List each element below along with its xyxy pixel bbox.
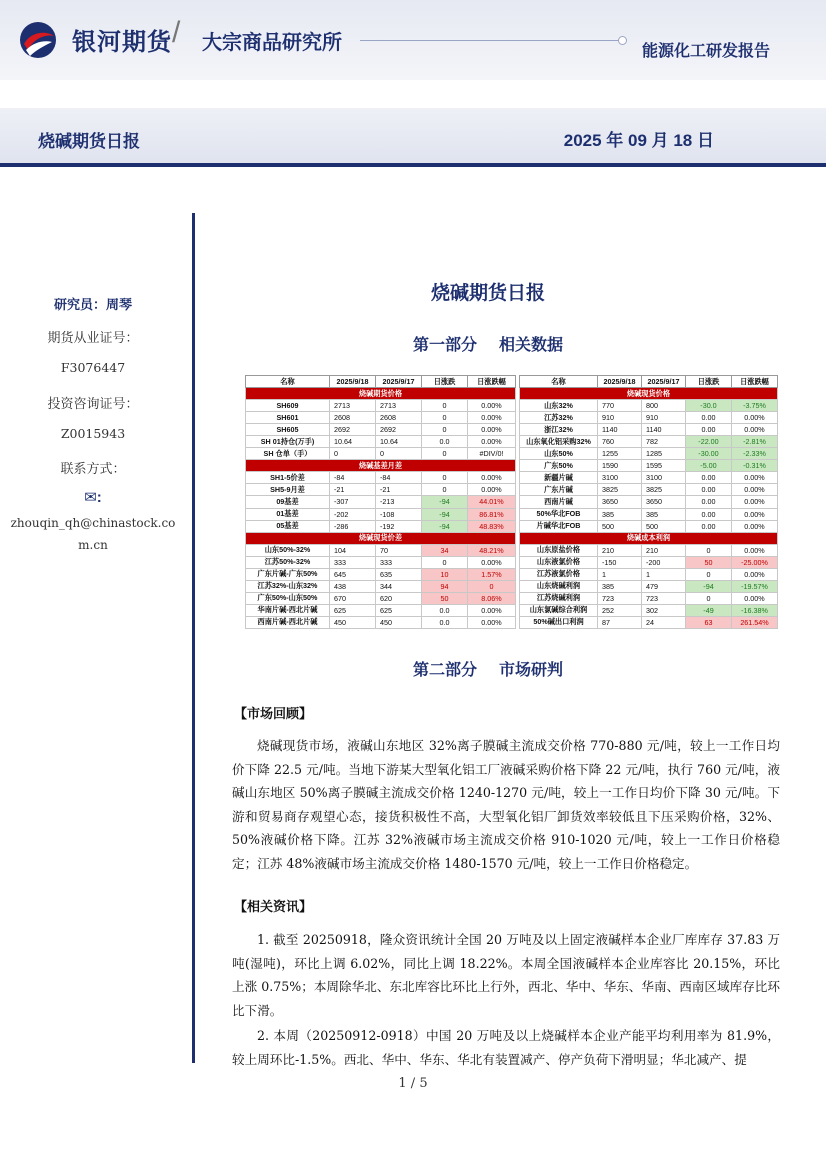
- value-cell: 0: [686, 568, 732, 580]
- row-name-cell: 浙江32%: [520, 424, 598, 436]
- value-cell: 625: [330, 604, 376, 616]
- value-cell: 86.81%: [468, 508, 516, 520]
- value-cell: 0.00: [686, 520, 732, 532]
- table-row: [246, 436, 516, 448]
- section-label: 烧碱现货价差: [246, 532, 516, 544]
- part2-heading: [195, 657, 781, 680]
- value-cell: 0.00%: [732, 520, 778, 532]
- related-news-label: 【相关资讯】: [234, 900, 313, 915]
- value-cell: 0: [422, 424, 468, 436]
- table-row: [246, 484, 516, 496]
- table-row: [246, 496, 516, 508]
- value-cell: -21: [376, 484, 422, 496]
- value-cell: 8.06%: [468, 592, 516, 604]
- part2-number: 第二部分: [412, 660, 477, 679]
- value-cell: 0: [686, 544, 732, 556]
- value-cell: 0: [422, 556, 468, 568]
- value-cell: 1255: [598, 448, 642, 460]
- value-cell: 0: [686, 592, 732, 604]
- value-cell: 625: [376, 604, 422, 616]
- contact-label: 联系方式：: [60, 462, 126, 477]
- row-name-cell: 西南片碱: [520, 496, 598, 508]
- value-cell: 0.00%: [468, 604, 516, 616]
- value-cell: 1140: [598, 424, 642, 436]
- value-cell: 44.01%: [468, 496, 516, 508]
- column-header: 日涨跌: [686, 376, 732, 388]
- value-cell: -108: [376, 508, 422, 520]
- value-cell: 0.00: [686, 508, 732, 520]
- value-cell: 1: [598, 568, 642, 580]
- section-row: [520, 388, 778, 400]
- table-header-row: [246, 376, 516, 388]
- value-cell: 2713: [330, 400, 376, 412]
- row-name-cell: 50%碱出口利润: [520, 616, 598, 628]
- main-title: 烧碱期货日报: [430, 282, 545, 304]
- row-name-cell: 山东32%: [520, 400, 598, 412]
- value-cell: 104: [330, 544, 376, 556]
- galaxy-logo-icon: [18, 20, 58, 60]
- header-divider: /: [172, 16, 181, 49]
- row-name-cell: 新疆片碱: [520, 472, 598, 484]
- header-rule: [360, 40, 622, 41]
- value-cell: 344: [376, 580, 422, 592]
- doc-title: 烧碱期货日报: [38, 132, 140, 151]
- table-row: [246, 400, 516, 412]
- value-cell: #DIV/0!: [468, 448, 516, 460]
- part1-number: 第一部分: [412, 335, 477, 354]
- table-row: [520, 436, 778, 448]
- value-cell: 2608: [330, 412, 376, 424]
- value-cell: 500: [642, 520, 686, 532]
- value-cell: 910: [642, 412, 686, 424]
- value-cell: 210: [598, 544, 642, 556]
- value-cell: -2.81%: [732, 436, 778, 448]
- value-cell: -3.75%: [732, 400, 778, 412]
- spot-cost-table: [519, 375, 778, 629]
- value-cell: -0.31%: [732, 460, 778, 472]
- value-cell: 910: [598, 412, 642, 424]
- value-cell: 723: [642, 592, 686, 604]
- value-cell: 0.0: [422, 436, 468, 448]
- value-cell: 620: [376, 592, 422, 604]
- section-row: [246, 460, 516, 472]
- value-cell: 2713: [376, 400, 422, 412]
- value-cell: 333: [330, 556, 376, 568]
- row-name-cell: 山东原盐价格: [520, 544, 598, 556]
- row-name-cell: 01基差: [246, 508, 330, 520]
- value-cell: 0.00: [686, 496, 732, 508]
- row-name-cell: SH1-5价差: [246, 472, 330, 484]
- value-cell: 63: [686, 616, 732, 628]
- value-cell: 0.00%: [468, 412, 516, 424]
- row-name-cell: 西南片碱-西北片碱: [246, 616, 330, 628]
- row-name-cell: 江苏50%-32%: [246, 556, 330, 568]
- value-cell: 2692: [376, 424, 422, 436]
- value-cell: 0.00%: [732, 508, 778, 520]
- value-cell: 3825: [642, 484, 686, 496]
- value-cell: 0.00%: [732, 568, 778, 580]
- row-name-cell: 江苏32%-山东32%: [246, 580, 330, 592]
- value-cell: -94: [422, 496, 468, 508]
- value-cell: 500: [598, 520, 642, 532]
- license-label: 期货从业证号：: [47, 331, 139, 346]
- table-row: [520, 484, 778, 496]
- news-item-2: 2. 本周（20250912-0918）中国 20 万吨及以上烧碱样本企业产能平均利用率为 81.9%，较上周环比-1.5%。西北、华中、华东、华北有装置减产、停产负荷下滑明显；华北减产、提: [232, 1028, 780, 1067]
- value-cell: 760: [598, 436, 642, 448]
- value-cell: -307: [330, 496, 376, 508]
- table-row: [246, 556, 516, 568]
- row-name-cell: 江苏烧碱利润: [520, 592, 598, 604]
- value-cell: 0: [376, 448, 422, 460]
- value-cell: -30.0: [686, 400, 732, 412]
- value-cell: 385: [598, 508, 642, 520]
- section-label: 烧碱成本利润: [520, 532, 778, 544]
- value-cell: 87: [598, 616, 642, 628]
- table-row: [246, 592, 516, 604]
- row-name-cell: 广东片碱-广东50%: [246, 568, 330, 580]
- value-cell: -49: [686, 604, 732, 616]
- section-row: [246, 388, 516, 400]
- value-cell: 3825: [598, 484, 642, 496]
- table-header-row: [520, 376, 778, 388]
- value-cell: 0: [422, 448, 468, 460]
- advisory-label: 投资咨询证号：: [47, 397, 139, 412]
- value-cell: 94: [422, 580, 468, 592]
- value-cell: 0.00%: [732, 472, 778, 484]
- value-cell: 645: [330, 568, 376, 580]
- value-cell: -30.00: [686, 448, 732, 460]
- table-row: [520, 448, 778, 460]
- advisory-number: Z0015943: [60, 426, 126, 441]
- title-band-rule: [0, 163, 826, 167]
- table-row: [520, 508, 778, 520]
- value-cell: -94: [422, 520, 468, 532]
- value-cell: 723: [598, 592, 642, 604]
- table-row: [246, 616, 516, 628]
- table-row: [246, 520, 516, 532]
- value-cell: 1: [642, 568, 686, 580]
- row-name-cell: 山东烧碱利润: [520, 580, 598, 592]
- column-header: 2025/9/17: [642, 376, 686, 388]
- table-row: [520, 616, 778, 628]
- value-cell: -21: [330, 484, 376, 496]
- row-name-cell: SH 01持仓(万手): [246, 436, 330, 448]
- value-cell: 450: [330, 616, 376, 628]
- part2-title: 市场研判: [499, 660, 564, 679]
- row-name-cell: 广东50%: [520, 460, 598, 472]
- row-name-cell: 山东50%-32%: [246, 544, 330, 556]
- value-cell: 0: [422, 484, 468, 496]
- part1-title: 相关数据: [499, 335, 564, 354]
- value-cell: -202: [330, 508, 376, 520]
- value-cell: 782: [642, 436, 686, 448]
- section-row: [520, 532, 778, 544]
- value-cell: 670: [330, 592, 376, 604]
- value-cell: 48.83%: [468, 520, 516, 532]
- section-label: 烧碱期货价格: [246, 388, 516, 400]
- market-review-paragraph: 烧碱现货市场，液碱山东地区 32%离子膜碱主流成交价格 770-880 元/吨，较上一工作日均价下降 22.5 元/吨。当地下游某大型氧化铝工厂液碱采购价格下降 22 元/吨，执行 760 元/吨，液碱山东地区 50%离子膜碱主流成交价格 1240-1270 元/吨，较上一工作日均价下降 30 元/吨。下游和贸易商存观望心态，接货积极性不高，大型氧化铝厂卸货效率较低且下压采购价格，32%、50%液碱价格下降。江苏 32%液碱市场主流成交价格 910-1020 元/吨，较上一工作日价格稳定；江苏 48%液碱市场主流成交价格 1480-1570 元/吨，较上一工作日价格稳定。: [232, 738, 780, 871]
- license-number: F3076447: [60, 360, 126, 375]
- page-number: 1 / 5: [398, 1076, 428, 1091]
- value-cell: 3650: [598, 496, 642, 508]
- row-name-cell: 山东50%: [520, 448, 598, 460]
- value-cell: -150: [598, 556, 642, 568]
- futures-basis-table: [245, 375, 516, 629]
- value-cell: 210: [642, 544, 686, 556]
- header-rule-dot: [618, 36, 627, 45]
- table-row: [520, 544, 778, 556]
- value-cell: 0.00: [686, 412, 732, 424]
- table-row: [520, 496, 778, 508]
- section-label: 烧碱基差月差: [246, 460, 516, 472]
- row-name-cell: 华南片碱-西北片碱: [246, 604, 330, 616]
- value-cell: 3100: [642, 472, 686, 484]
- value-cell: 1595: [642, 460, 686, 472]
- value-cell: -213: [376, 496, 422, 508]
- value-cell: 50: [686, 556, 732, 568]
- value-cell: 0.00: [686, 424, 732, 436]
- value-cell: 0.0: [422, 616, 468, 628]
- value-cell: 0.00%: [468, 424, 516, 436]
- section-label: 烧碱现货价格: [520, 388, 778, 400]
- value-cell: 0: [422, 472, 468, 484]
- value-cell: -192: [376, 520, 422, 532]
- email-link[interactable]: zhouqin_qh@chinastock.com.cn: [10, 516, 176, 552]
- value-cell: -286: [330, 520, 376, 532]
- row-name-cell: 50%华北FOB: [520, 508, 598, 520]
- value-cell: -5.00: [686, 460, 732, 472]
- row-name-cell: 山东氧化铝采购32%: [520, 436, 598, 448]
- table-row: [520, 412, 778, 424]
- row-name-cell: 江苏32%: [520, 412, 598, 424]
- value-cell: 0.0: [422, 604, 468, 616]
- value-cell: -22.00: [686, 436, 732, 448]
- value-cell: 10.64: [376, 436, 422, 448]
- value-cell: 770: [598, 400, 642, 412]
- table-row: [246, 580, 516, 592]
- researcher-name: 研究员：周琴: [53, 297, 132, 312]
- value-cell: -84: [376, 472, 422, 484]
- value-cell: 3650: [642, 496, 686, 508]
- column-header: 日涨跌幅: [468, 376, 516, 388]
- value-cell: 3100: [598, 472, 642, 484]
- table-row: [520, 580, 778, 592]
- row-name-cell: 广东50%-山东50%: [246, 592, 330, 604]
- value-cell: -94: [422, 508, 468, 520]
- value-cell: 0: [330, 448, 376, 460]
- table-row: [520, 424, 778, 436]
- column-header: 2025/9/18: [330, 376, 376, 388]
- value-cell: 1140: [642, 424, 686, 436]
- value-cell: 34: [422, 544, 468, 556]
- table-row: [520, 460, 778, 472]
- value-cell: 48.21%: [468, 544, 516, 556]
- row-name-cell: 广东片碱: [520, 484, 598, 496]
- row-name-cell: SH605: [246, 424, 330, 436]
- value-cell: 0: [422, 412, 468, 424]
- brand-name: 银河期货: [72, 29, 172, 56]
- value-cell: 479: [642, 580, 686, 592]
- value-cell: 0.00%: [732, 544, 778, 556]
- table-row: [246, 412, 516, 424]
- value-cell: 1285: [642, 448, 686, 460]
- value-cell: 800: [642, 400, 686, 412]
- row-name-cell: SH5-9月差: [246, 484, 330, 496]
- column-header: 名称: [520, 376, 598, 388]
- value-cell: 1590: [598, 460, 642, 472]
- value-cell: 261.54%: [732, 616, 778, 628]
- value-cell: -2.33%: [732, 448, 778, 460]
- row-name-cell: 05基差: [246, 520, 330, 532]
- column-header: 名称: [246, 376, 330, 388]
- table-row: [520, 568, 778, 580]
- table-row: [246, 544, 516, 556]
- value-cell: 0: [422, 400, 468, 412]
- news-item-1: 1. 截至 20250918，隆众资讯统计全国 20 万吨及以上固定液碱样本企业厂库库存 37.83 万吨(湿吨)，环比上调 6.02%，同比上调 18.22%。本周全国液碱样本企业库容比 20.15%，环比上涨 0.75%；本周除华北、东北库容比环比上行外，西北、华中、华东、华南、西南区域库存比环比下滑。: [232, 932, 780, 1018]
- table-row: [520, 604, 778, 616]
- report-type: 能源化工研发报告: [641, 43, 770, 60]
- value-cell: 0.00%: [468, 616, 516, 628]
- value-cell: 302: [642, 604, 686, 616]
- institute-name: 大宗商品研究所: [202, 32, 342, 54]
- doc-date: 2025 年 09 月 18 日: [563, 131, 714, 150]
- value-cell: 333: [376, 556, 422, 568]
- row-name-cell: SH601: [246, 412, 330, 424]
- value-cell: 10.64: [330, 436, 376, 448]
- row-name-cell: 山东氯碱综合利润: [520, 604, 598, 616]
- row-name-cell: 片碱华北FOB: [520, 520, 598, 532]
- section-row: [246, 532, 516, 544]
- value-cell: -16.38%: [732, 604, 778, 616]
- row-name-cell: 09基差: [246, 496, 330, 508]
- mail-icon: ✉:: [84, 489, 102, 506]
- market-review-label: 【市场回顾】: [234, 707, 313, 722]
- value-cell: 10: [422, 568, 468, 580]
- value-cell: 0.00%: [468, 400, 516, 412]
- value-cell: 252: [598, 604, 642, 616]
- value-cell: 0.00%: [732, 424, 778, 436]
- row-name-cell: SH609: [246, 400, 330, 412]
- table-row: [246, 424, 516, 436]
- table-row: [246, 472, 516, 484]
- value-cell: -84: [330, 472, 376, 484]
- value-cell: 635: [376, 568, 422, 580]
- table-row: [246, 568, 516, 580]
- table-row: [520, 520, 778, 532]
- value-cell: 0.00%: [732, 592, 778, 604]
- column-header: 2025/9/17: [376, 376, 422, 388]
- value-cell: 24: [642, 616, 686, 628]
- value-cell: -200: [642, 556, 686, 568]
- value-cell: 2608: [376, 412, 422, 424]
- value-cell: 438: [330, 580, 376, 592]
- value-cell: 385: [598, 580, 642, 592]
- column-header: 2025/9/18: [598, 376, 642, 388]
- value-cell: -94: [686, 580, 732, 592]
- value-cell: 2692: [330, 424, 376, 436]
- table-row: [246, 448, 516, 460]
- part1-heading: [195, 332, 781, 355]
- value-cell: 0.00%: [732, 496, 778, 508]
- table-row: [246, 508, 516, 520]
- value-cell: 70: [376, 544, 422, 556]
- value-cell: 0.00: [686, 472, 732, 484]
- value-cell: 385: [642, 508, 686, 520]
- row-name-cell: 江苏液氯价格: [520, 568, 598, 580]
- value-cell: 0: [468, 580, 516, 592]
- table-row: [520, 400, 778, 412]
- value-cell: 0.00%: [468, 472, 516, 484]
- table-row: [520, 556, 778, 568]
- value-cell: 0.00: [686, 484, 732, 496]
- table-row: [520, 472, 778, 484]
- table-row: [246, 604, 516, 616]
- value-cell: -25.00%: [732, 556, 778, 568]
- row-name-cell: 山东液氯价格: [520, 556, 598, 568]
- column-header: 日涨跌幅: [732, 376, 778, 388]
- value-cell: 0.00%: [732, 412, 778, 424]
- value-cell: 1.57%: [468, 568, 516, 580]
- column-header: 日涨跌: [422, 376, 468, 388]
- value-cell: 50: [422, 592, 468, 604]
- value-cell: 0.00%: [468, 484, 516, 496]
- value-cell: 0.00%: [468, 436, 516, 448]
- row-name-cell: SH 仓单（手）: [246, 448, 330, 460]
- value-cell: -19.57%: [732, 580, 778, 592]
- value-cell: 450: [376, 616, 422, 628]
- table-row: [520, 592, 778, 604]
- value-cell: 0.00%: [468, 556, 516, 568]
- value-cell: 0.00%: [732, 484, 778, 496]
